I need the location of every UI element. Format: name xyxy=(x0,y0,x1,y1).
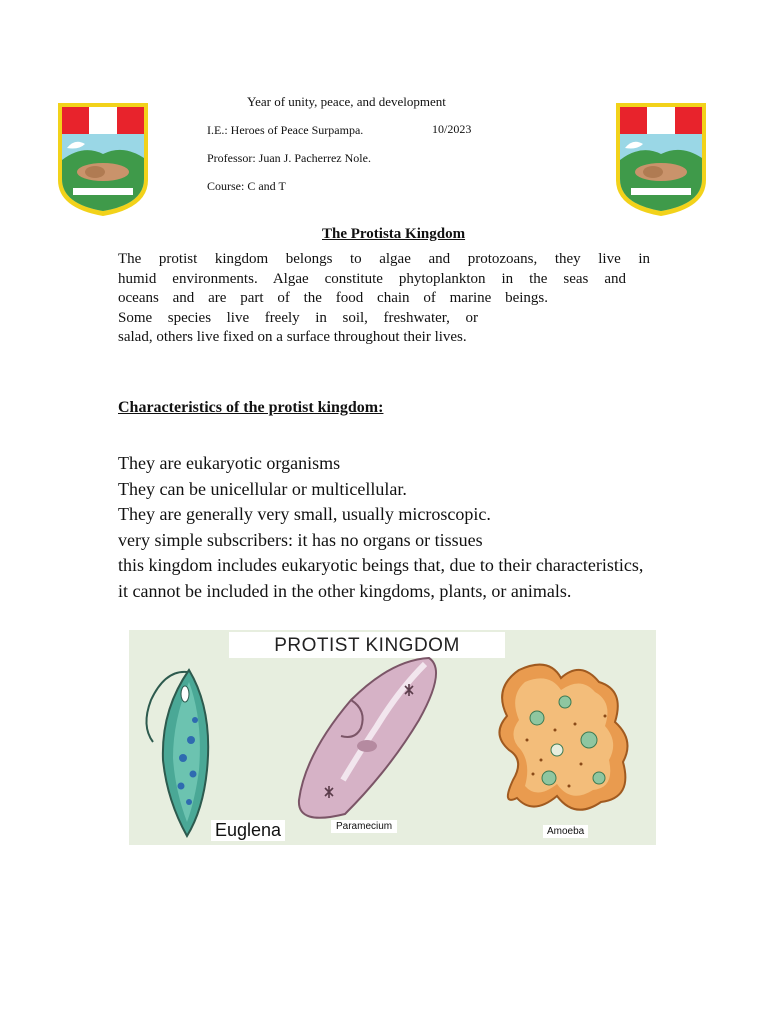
characteristic-item: very simple subscribers: it has no organs or tissues xyxy=(118,529,483,550)
intro-line: salad, others live fixed on a surface throughout their lives. xyxy=(118,329,467,345)
characteristic-item: They are eukaryotic organisms xyxy=(118,453,341,473)
crest-emblem-icon xyxy=(55,100,151,218)
euglena-icon xyxy=(146,670,208,836)
school-crest-right xyxy=(613,100,709,223)
characteristic-item: it cannot be included in the other kingdoms, plants, or animals. xyxy=(118,580,572,601)
characteristic-item: They are generally very small, usually microscopic. xyxy=(118,504,491,524)
amoeba-icon xyxy=(499,665,627,810)
protist-kingdom-figure xyxy=(129,630,656,845)
intro-line: The protist kingdom belongs to algae and protozoans, they live in xyxy=(118,251,650,267)
paramecium-label: Paramecium xyxy=(331,820,397,833)
intro-line: Some species live freely in soil, freshwater, or xyxy=(118,309,478,326)
intro-paragraph xyxy=(118,250,650,348)
intro-line: oceans and are part of the food chain of marine beings. xyxy=(118,290,548,306)
header-date: 10/2023 xyxy=(432,122,472,136)
page-title: The Protista Kingdom xyxy=(322,226,466,242)
crest-emblem-icon xyxy=(613,100,709,218)
school-crest-left xyxy=(55,100,151,223)
euglena-label: Euglena xyxy=(211,820,285,841)
figure-title: PROTIST KINGDOM xyxy=(229,632,505,658)
characteristics-list xyxy=(118,451,718,604)
header-course: Course: C and T xyxy=(207,179,286,193)
amoeba-label: Amoeba xyxy=(543,825,588,838)
paramecium-icon xyxy=(299,658,436,818)
protist-illustration xyxy=(129,630,656,845)
header-professor: Professor: Juan J. Pacherrez Nole. xyxy=(207,151,371,165)
header-motto: Year of unity, peace, and development xyxy=(247,94,446,109)
characteristic-item: They can be unicellular or multicellular. xyxy=(118,478,407,499)
characteristics-heading: Characteristics of the protist kingdom: xyxy=(118,399,384,416)
characteristic-item: this kingdom includes eukaryotic beings that, due to their characteristics, xyxy=(118,555,644,575)
header-institution: I.E.: Heroes of Peace Surpampa. xyxy=(207,123,364,137)
intro-line: humid environments. Algae constitute phytoplankton in the seas and xyxy=(118,270,626,287)
